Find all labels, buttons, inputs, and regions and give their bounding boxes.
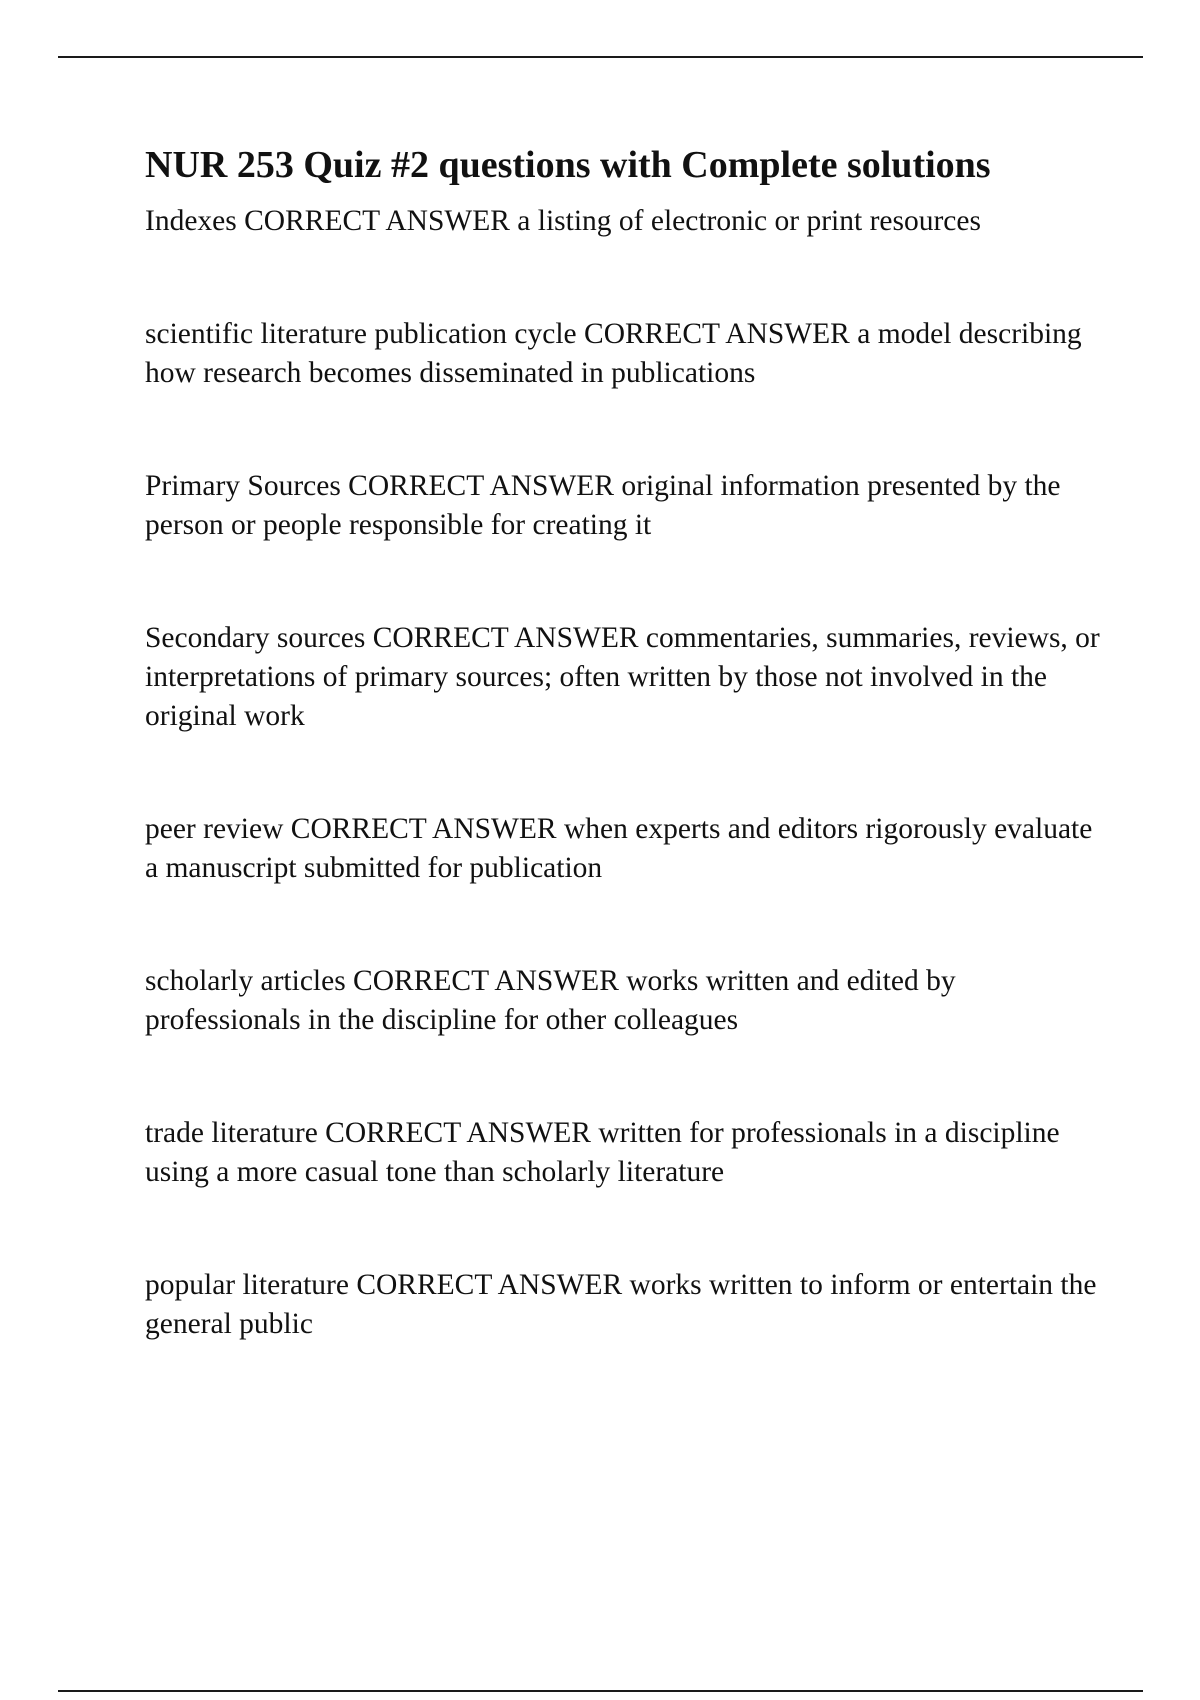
qa-entry-popular-literature: popular literature CORRECT ANSWER works written to inform or entertain the general public (145, 1269, 1097, 1340)
document-body (145, 140, 1105, 1418)
header-rule (58, 56, 1143, 58)
qa-list (145, 202, 1105, 1344)
qa-entry-primary-sources: Primary Sources CORRECT ANSWER original information presented by the person or people responsible for creating it (145, 470, 1061, 541)
page-title: NUR 253 Quiz #2 questions with Complete solutions (145, 144, 991, 186)
qa-entry-peer-review: peer review CORRECT ANSWER when experts and editors rigorously evaluate a manuscript submitted for publication (145, 813, 1093, 884)
footer-rule (58, 1690, 1143, 1692)
qa-entry-publication-cycle: scientific literature publication cycle CORRECT ANSWER a model describing how research becomes disseminated in publications (145, 318, 1082, 389)
qa-entry-secondary-sources: Secondary sources CORRECT ANSWER commentaries, summaries, reviews, or interpretations of primary sources; often written by those not involved in the original work (145, 622, 1100, 732)
qa-entry-indexes: Indexes CORRECT ANSWER a listing of electronic or print resources (145, 205, 981, 237)
qa-entry-trade-literature: trade literature CORRECT ANSWER written for professionals in a discipline using a more casual tone than scholarly literature (145, 1117, 1060, 1188)
qa-entry-scholarly-articles: scholarly articles CORRECT ANSWER works written and edited by professionals in the discipline for other colleagues (145, 965, 956, 1036)
